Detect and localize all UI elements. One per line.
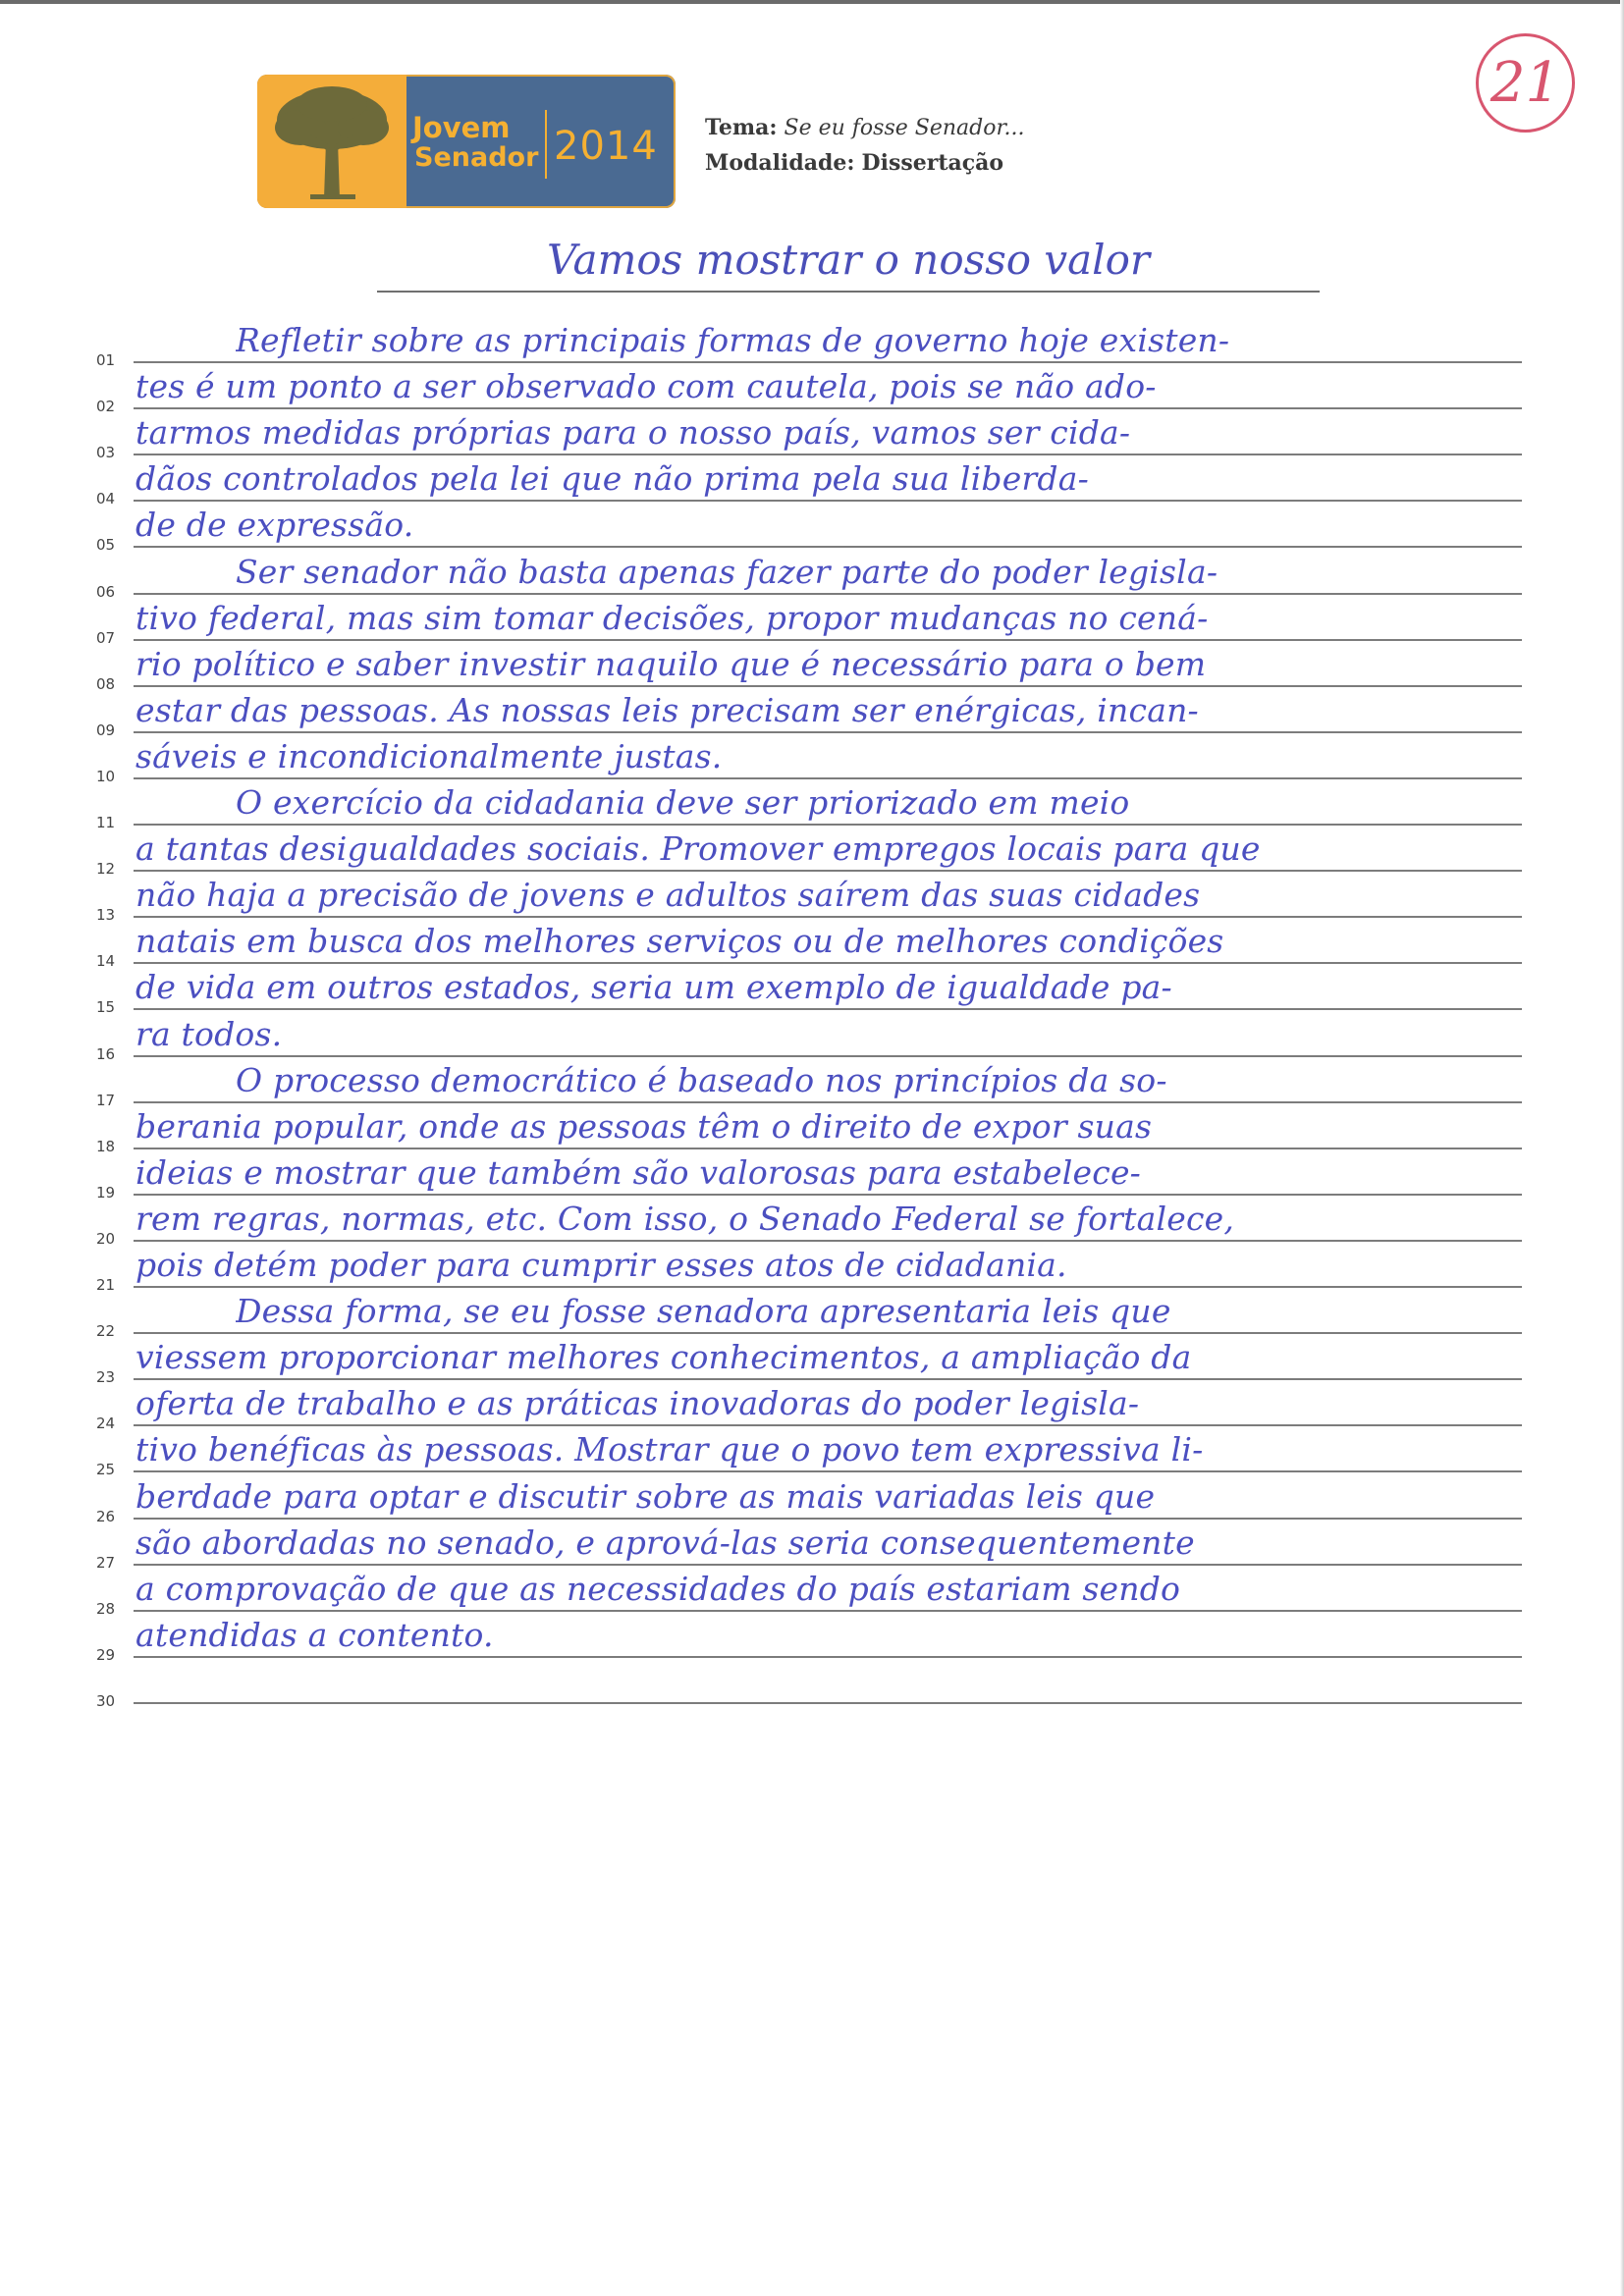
essay-line [0, 1152, 1624, 1201]
handwritten-text: de vida em outros estados, seria um exemplo de igualdade pa- [135, 968, 1172, 1007]
essay-line [0, 507, 1624, 554]
line-number: 24 [96, 1415, 116, 1433]
logo-separator [545, 110, 547, 179]
line-rule [134, 1424, 1522, 1426]
modalidade-value: Dissertação [861, 150, 1004, 176]
essay-line [0, 1106, 1624, 1155]
line-rule [134, 1702, 1522, 1704]
line-rule [134, 361, 1522, 363]
handwritten-text: rem regras, normas, etc. Com isso, o Senado Federal se fortalece, [135, 1199, 1235, 1238]
line-number: 10 [96, 767, 116, 785]
line-rule [134, 777, 1522, 779]
essay-line [0, 831, 1624, 878]
essay-line [0, 1294, 1624, 1340]
line-rule [134, 1518, 1522, 1520]
line-rule [134, 639, 1522, 641]
line-rule [134, 500, 1522, 502]
line-rule [134, 1240, 1522, 1242]
line-rule [134, 1194, 1522, 1196]
line-number: 13 [96, 906, 116, 925]
handwritten-text: tarmos medidas próprias para o nosso país, vamos ser cida- [135, 413, 1131, 453]
handwritten-text: O processo democrático é baseado nos princípios da so- [236, 1060, 1167, 1099]
line-rule [134, 1332, 1522, 1334]
essay-line [0, 1476, 1624, 1525]
line-number: 03 [96, 444, 116, 462]
line-rule [134, 1055, 1522, 1057]
handwritten-text: viessem proporcionar melhores conhecimentos, a ampliação da [135, 1338, 1192, 1377]
line-rule [134, 593, 1522, 595]
handwritten-text: atendidas a contento. [135, 1615, 494, 1654]
line-rule [134, 1564, 1522, 1566]
essay-line [0, 1248, 1624, 1294]
line-number: 06 [96, 582, 116, 601]
line-number: 30 [96, 1691, 116, 1710]
handwritten-text: pois detém poder para cumprir esses atos de cidadania. [135, 1246, 1067, 1284]
handwritten-text: não haja a precisão de jovens e adultos saírem das suas cidades [135, 876, 1201, 915]
essay-line [0, 1432, 1624, 1478]
line-number: 16 [96, 1044, 116, 1063]
line-rule [134, 546, 1522, 548]
handwritten-text: tivo benéficas às pessoas. Mostrar que o povo tem expressiva li- [135, 1430, 1204, 1469]
tema-row [705, 110, 1025, 145]
line-number: 23 [96, 1368, 116, 1387]
line-number: 04 [96, 490, 116, 508]
line-number: 28 [96, 1599, 116, 1618]
logo-tree-panel [257, 75, 406, 208]
line-rule [134, 1470, 1522, 1472]
essay-line [0, 323, 1624, 369]
line-rule [134, 1101, 1522, 1103]
essay-line [0, 552, 1624, 601]
line-number: 22 [96, 1322, 116, 1341]
line-rule [134, 1008, 1522, 1010]
line-number: 26 [96, 1507, 116, 1525]
logo-word-jovem: Jovem [412, 111, 511, 144]
handwritten-text: Refletir sobre as principais formas de governo hoje existen- [236, 321, 1230, 359]
line-number: 05 [96, 536, 116, 555]
line-number: 15 [96, 998, 116, 1017]
essay-line [0, 690, 1624, 739]
line-number: 08 [96, 674, 116, 693]
essay-line [0, 1569, 1624, 1618]
essay-line [0, 1522, 1624, 1572]
essay-line [0, 461, 1624, 507]
line-rule [134, 870, 1522, 872]
handwritten-text: são abordadas no senado, e aprová-las seria consequentemente [135, 1522, 1195, 1562]
essay-line [0, 1386, 1624, 1432]
logo-word-senador: Senador [414, 142, 539, 173]
page-number-badge: 21 [1476, 33, 1575, 133]
title-underline [377, 291, 1320, 293]
essay-line [0, 1340, 1624, 1386]
essay-line [0, 878, 1624, 924]
handwritten-text: ra todos. [135, 1014, 283, 1053]
handwritten-text: sáveis e incondicionalmente justas. [135, 736, 723, 775]
handwritten-text: berania popular, onde as pessoas têm o direito de expor suas [135, 1106, 1153, 1146]
handwritten-text: berdade para optar e discutir sobre as mais variadas leis que [135, 1476, 1156, 1516]
essay-line [0, 785, 1624, 831]
handwritten-text: rio político e saber investir naquilo que é necessário para o bem [135, 644, 1207, 683]
essay-line [0, 1014, 1624, 1063]
line-rule [134, 916, 1522, 918]
line-number: 12 [96, 860, 116, 879]
line-number: 18 [96, 1137, 116, 1155]
line-number: 09 [96, 721, 116, 739]
logo-year: 2014 [554, 124, 658, 169]
handwritten-text: a comprovação de que as necessidades do país estariam sendo [135, 1569, 1181, 1608]
jovem-senador-logo [257, 75, 676, 208]
tree-icon [271, 82, 393, 202]
handwritten-text: tes é um ponto a ser observado com cautela, pois se não ado- [135, 367, 1157, 406]
handwritten-text: a tantas desigualdades sociais. Promover empregos locais para que [135, 829, 1261, 869]
line-number: 19 [96, 1183, 116, 1201]
handwritten-text: Ser senador não basta apenas fazer parte do poder legisla- [236, 552, 1218, 591]
line-number: 29 [96, 1645, 116, 1664]
handwritten-text: natais em busca dos melhores serviços ou de melhores condições [135, 922, 1224, 961]
line-number: 20 [96, 1229, 116, 1248]
line-number: 17 [96, 1091, 116, 1109]
line-number: 01 [96, 351, 116, 369]
tema-value: Se eu fosse Senador... [784, 116, 1025, 140]
line-rule [134, 731, 1522, 733]
essay-line [0, 644, 1624, 693]
handwritten-text: ideias e mostrar que também são valorosas para estabelece- [135, 1152, 1142, 1192]
line-number: 11 [96, 814, 116, 831]
line-rule [134, 1378, 1522, 1380]
handwritten-text: dãos controlados pela lei que não prima pela sua liberda- [135, 459, 1089, 499]
essay-line [0, 970, 1624, 1016]
line-rule [134, 1286, 1522, 1288]
essay-line [0, 598, 1624, 647]
line-rule [134, 1148, 1522, 1149]
line-number: 07 [96, 628, 116, 647]
line-rule [134, 454, 1522, 455]
line-number: 21 [96, 1276, 116, 1294]
line-rule [134, 962, 1522, 964]
line-rule [134, 1656, 1522, 1658]
line-number: 14 [96, 952, 116, 971]
essay-line [0, 369, 1624, 415]
handwritten-text: estar das pessoas. As nossas leis precisam ser enérgicas, incan- [135, 690, 1199, 729]
modalidade-label: Modalidade: [705, 150, 855, 176]
essay-line [0, 1615, 1624, 1664]
header-meta [705, 110, 1025, 181]
handwritten-text: Dessa forma, se eu fosse senadora apresentaria leis que [236, 1292, 1171, 1331]
line-rule [134, 1610, 1522, 1612]
essay-line [0, 924, 1624, 970]
essay-title: Vamos mostrar o nosso valor [547, 236, 1150, 284]
line-rule [134, 407, 1522, 409]
page-top-edge [0, 0, 1624, 4]
essay-line [0, 1664, 1624, 1710]
line-number: 25 [96, 1461, 116, 1479]
essay-line [0, 1060, 1624, 1109]
modalidade-row [705, 145, 1025, 181]
handwritten-text: O exercício da cidadania deve ser priorizado em meio [236, 783, 1130, 822]
essay-line [0, 736, 1624, 785]
essay-line [0, 415, 1624, 461]
line-number: 02 [96, 398, 116, 416]
line-rule [134, 685, 1522, 687]
handwritten-text: tivo federal, mas sim tomar decisões, propor mudanças no cená- [135, 598, 1209, 637]
handwritten-text: oferta de trabalho e as práticas inovadoras do poder legisla- [135, 1384, 1140, 1423]
essay-line [0, 1201, 1624, 1248]
line-rule [134, 824, 1522, 826]
tema-label: Tema: [705, 115, 778, 140]
line-number: 27 [96, 1553, 116, 1572]
handwritten-text: de de expressão. [135, 506, 414, 545]
